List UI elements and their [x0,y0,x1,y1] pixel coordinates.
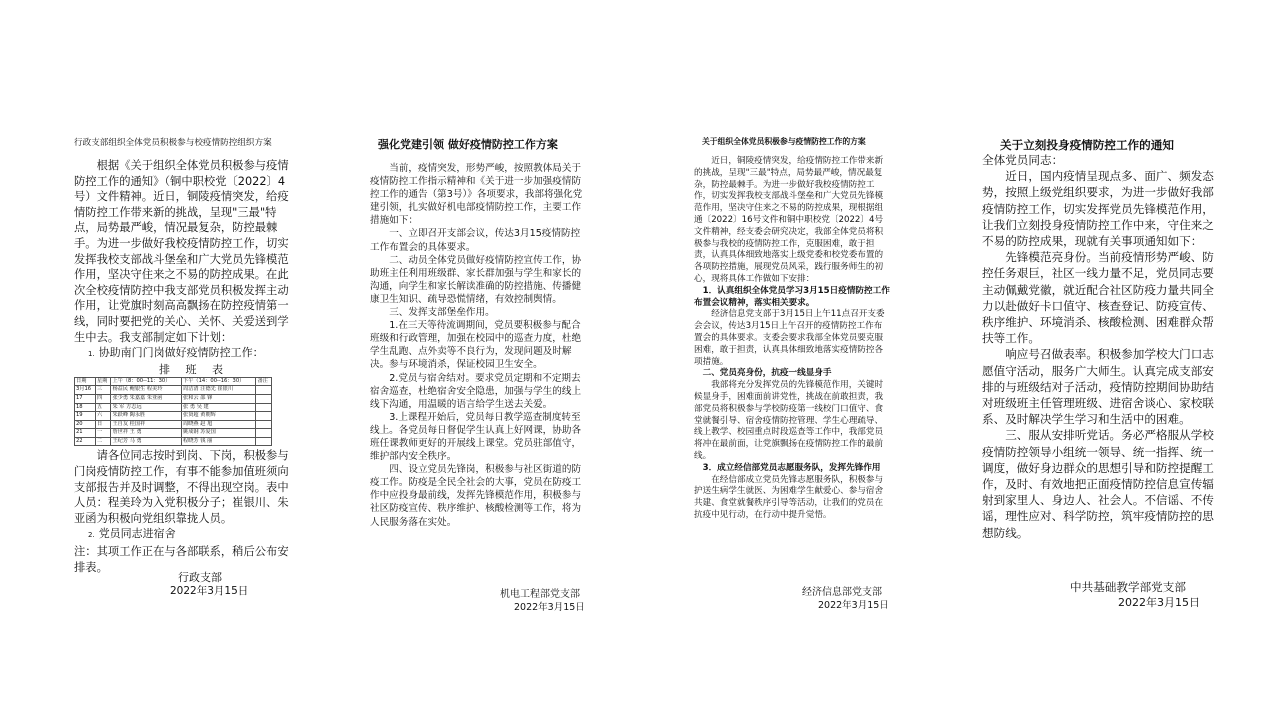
table-cell: 日 [95,420,111,429]
table-cell [256,394,272,403]
doc1-signature: 行政支部 [178,571,222,584]
doc4-body [982,152,1216,541]
doc3-date: 2022年3月15日 [818,600,889,611]
doc3-title: 关于组织全体党员积极参与疫情防控工作的方案 [702,137,866,146]
doc4-paragraph: 三、服从安排听党话。务必严格服从学校疫情防控领导小组统一领导、统一指挥、统一调度，做好身边群众的思想引导和防控提醒工作，及时、有效地把正面疫情防控信息宣传辐射到家里人、身边人、社会人。不信谣、不传谣，理性应对、科学防控，筑牢疫情防控的思想防线。 [982,428,1214,540]
table-cell: 21 [75,429,96,438]
table-cell: 张和云 邵 锋 [182,394,256,403]
table-header-cell: 上午（8：00--11：30） [111,377,182,386]
table-cell: 二 [95,437,111,446]
doc1-subitem-2-text: 党员同志进宿舍 [98,527,176,541]
table-cell: 王自友 桂国祥 [111,420,182,429]
doc4-signature: 中共基础教学部党支部 [1070,580,1186,594]
table-cell: 王纪芳 马 勇 [111,437,182,446]
table-cell: 三 [95,386,111,395]
schedule-table-header [75,377,272,386]
doc2-title: 强化党建引领 做好疫情防控工作方案 [378,138,558,151]
doc1-subitem-1-number: 1. [88,350,95,359]
doc4-paragraph: 近日，国内疫情呈现点多、面广、频发态势，按照上级党组织要求，为进一步做好我部疫情防控工作，切实发挥党员先锋模范作用，让我们立刻投身疫情防控工作中来，守住来之不易的防控成果，现就有关事项通知如下： [982,169,1214,249]
table-cell: 19 [75,412,96,421]
table-cell: 朱 军 方志远 [111,403,182,412]
table-cell: 18 [75,403,96,412]
doc1-date: 2022年3月15日 [170,585,249,597]
table-row [75,394,272,403]
table-cell: 张贤超 黄朝辉 [182,412,256,421]
table-cell: 姚成钢 苏爱国 [182,429,256,438]
table-cell: 一 [95,429,111,438]
table-cell: 周晓燕 赵 旭 [182,420,256,429]
table-cell [256,420,272,429]
table-cell: 张少勇 朱嘉嘉 朱亚函 [111,394,182,403]
table-row [75,386,272,395]
doc3-heading-1: 1．认真组织全体党员学习3月15日疫情防控工作布置会议精神，落实相关要求。 [694,285,890,308]
doc3-paragraph-1: 近日，铜陵疫情突发，给疫情防控工作带来新的挑战，呈现"三最"特点，局势最严峻，情况最复杂，防控最棘手。为进一步做好我校疫情防控工作，切实发挥我校支部战斗堡垒和广大党员先锋模范作用，坚决守住来之不易的防控成果，现根据组通〔2022〕16号文件和铜中职校党〔2022〕4号文件精神，经支委会研究决定，我部全体党员将积极参与我校的疫情防控工作，克服困难，敢于担责，认真具体细致地落实上级党委和校党委布置的各项防控措施，展现党员风采，践行服务师生的初心，现将具体工作做如下安排： [694,156,884,284]
doc2-paragraph: 当前，疫情突发，形势严峻，按照教体局关于疫情防控工作指示精神和《关于进一步加强疫情防控工作的通告（第3号）》各项要求，我部将强化党建引领，扎实做好机电部疫情防控工作，主要工作措施如下： [370,163,583,227]
table-cell: 程晓芳 钱 丽 [182,437,256,446]
doc4-paragraph: 响应号召做表率。积极参加学校大门口志愿值守活动，服务广大师生。认真完成支部安排的与班级结对子活动，疫情防控期间协助结对班级班主任管理班级、进宿舍谈心、家校联系、及时解决学生学习和生活中的困难。 [982,347,1214,427]
table-cell: 22 [75,437,96,446]
doc3-body [694,156,890,522]
doc3-paragraph-2: 经济信息党支部于3月15日上午11点召开支委会会议，传达3月15日上午召开的疫情防控工作布置会的具体要求。支委会要求我部全体党员要克服困难，敢于担责，认真具体细致地落实疫情防控各项措施。 [694,309,885,367]
table-header-cell: 日期 [75,377,96,386]
table-row [75,437,272,446]
doc3-heading-2: 二、党员亮身份，抗疫一线显身手 [702,368,832,379]
doc2-paragraph: 2.党员与宿舍结对。要求党员定期和不定期去宿舍巡查，杜绝宿舍安全隐患，加强与学生的线上线下沟通，用温暖的语言给学生送去关爱。 [370,372,582,410]
doc1-note: 注：其项工作正在与各部联系，稍后公布安排表。 [74,545,289,574]
table-cell: 20 [75,420,96,429]
table-header-cell: 备注 [256,377,272,386]
doc3-paragraph-4: 在经信部成立党员先锋志愿服务队，积极参与护送生病学生就医、为困难学生献爱心、参与宿舍共建、食堂就餐秩序引导等活动，让我们的党员在抗疫中见行动，在行动中提升觉悟。 [694,474,884,520]
table-cell: 张 勇 吴 建 [182,403,256,412]
table-cell [256,412,272,421]
table-cell [256,403,272,412]
doc2-paragraph: 三、发挥支部堡垒作用。 [389,307,495,319]
table-row [75,412,272,421]
table-cell: 六 [95,412,111,421]
table-row [75,403,272,412]
doc4-date: 2022年3月15日 [1118,596,1200,609]
doc2-signature: 机电工程部党支部 [500,589,580,600]
table-cell: 四 [95,394,111,403]
table-cell [256,437,272,446]
table-row [75,420,272,429]
doc1-paragraph-2: 请各位同志按时到岗、下岗，积极参与门岗疫情防控工作，有事不能参加值班须向支部报告并及时调整，不得出现空岗。表中人员：程美玲为入党积极分子；崔银川、朱亚函为积极向党组织靠拢人员。 [74,449,289,525]
schedule-table-title: 排 班 表 [159,362,229,376]
doc1-body [74,158,292,575]
doc2-paragraph: 四、设立党员先锋岗，积极参与社区街道的防疫工作。防疫是全民全社会的大事，党员在防疫工作中应投身最前线，发挥先锋模范作用，积极参与社区防疫宣传、秩序维护、核酸检测等工作，将为人民服务落在实处。 [370,464,582,528]
table-cell: 五 [95,403,111,412]
doc2-date: 2022年3月15日 [514,602,585,613]
doc2-paragraph: 1.在三天等待流调期间，党员要积极参与配合班级和行政管理，加强在校园中的巡查力度，杜绝学生乱跑、点外卖等不良行为，发现问题及时解决。参与环境消杀，保证校园卫生安全。 [370,320,582,371]
doc1-title: 行政支部组织全体党员积极参与校疫情防控组织方案 [74,138,272,148]
doc4-greeting: 全体党员同志： [982,153,1064,167]
doc1-subitem-1-text: 协助南门门岗做好疫情防控工作： [98,346,264,360]
doc4-title: 关于立刻投身疫情防控工作的通知 [1000,138,1174,152]
table-cell: 3月16 [75,386,96,395]
table-cell: 詹世祥 王 勇 [111,429,182,438]
doc3-heading-3: 3．成立经信部党员志愿服务队，发挥先锋作用 [702,462,881,473]
doc2-body [370,162,586,529]
doc1-subitem-2-number: 2. [88,531,95,540]
doc1-paragraph-1: 根据《关于组织全体党员积极参与疫情防控工作的通知》（铜中职校党〔2022〕4号）文件精神。近日，铜陵疫情突发，给疫情防控工作带来新的挑战，呈现"三最"特点，局势最严峻，情况最复杂，防控最棘手。为进一步做好我校疫情防控工作，切实发挥我校支部战斗堡垒和广大党员先锋模范作用，坚决守住来之不易的防控成果。在此次全校疫情防控中我支部党员积极发挥主动作用，让党旗时刻高高飘扬在防控疫情第一线，同时要把党的关心、关怀、关爱送到学生中去。我支部制定如下计划： [74,159,289,344]
table-header-cell: 下午（14：00--16：30） [182,377,256,386]
doc4-paragraph: 先锋模范亮身份。当前疫情形势严峻、防控任务艰巨，社区一线力量不足，党员同志要主动佩戴党徽，就近配合社区防疫力量共同全力以赴做好卡口值守、核查登记、防疫宣传、秩序维护、环境消杀、核酸检测、困难群众帮扶等工作。 [982,250,1214,346]
doc2-paragraph: 二、动员全体党员做好疫情防控宣传工作，协助班主任利用班级群、家长群加强与学生和家长的沟通，向学生和家长解读准确的防控措施、传播健康卫生知识、疏导恐慌情绪，有效控制舆情。 [370,254,582,305]
doc2-paragraph: 3.上课程开始后，党员每日教学巡查制度转至线上。各党员每日督促学生认真上好网课，协助各班任课教师更好的开展线上课堂。党员驻部值守，维护部内安全秩序。 [370,411,582,463]
table-cell: 周洁清 汪德先 崔银川 [182,386,256,395]
doc1-subitem-1 [74,345,292,363]
doc3-paragraph-3: 我部将充分发挥党员的先锋模范作用，关键时候显身手，困难面前讲党性，挑战在前敢担责，我部党员将积极参与学校防疫第一线校门口值守、食堂就餐引导、宿舍疫情防控管理、学生心理疏导、线上教学、校园重点时段巡查等工作中，我部党员将冲在最前面，让党旗飘扬在疫情防控工作的最前线。 [694,380,884,461]
table-cell: 杨益民 鲍银生 程美玲 [111,386,182,395]
table-cell [256,386,272,395]
table-header-cell: 星期 [95,377,111,386]
table-cell [256,429,272,438]
table-cell: 朱跃峰 陶永胜 [111,412,182,421]
doc1-subitem-2 [74,526,292,544]
table-row [75,429,272,438]
doc3-signature: 经济信息部党支部 [802,587,882,598]
table-cell: 17 [75,394,96,403]
doc2-paragraph: 一、立即召开支部会议，传达3月15疫情防控工作布置会的具体要求。 [370,228,581,253]
schedule-table [74,377,272,447]
